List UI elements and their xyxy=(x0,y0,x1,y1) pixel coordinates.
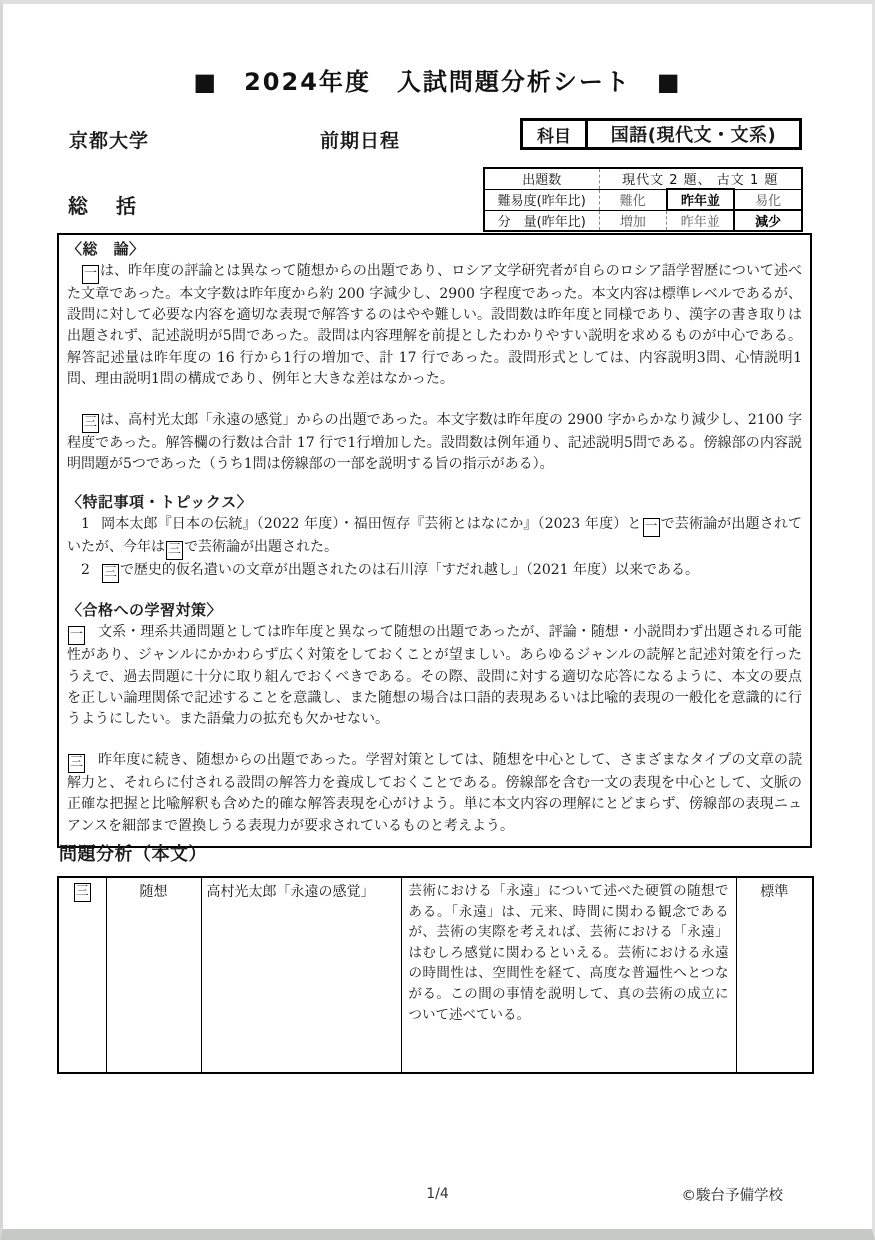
subject-value: 国語(現代文・文系) xyxy=(610,125,777,146)
question-number-box: 三 xyxy=(68,754,85,773)
question-number-box: 三 xyxy=(74,883,91,902)
page-number: 1/4 xyxy=(426,1186,449,1202)
difficulty-option-harder: 難化 xyxy=(599,189,667,210)
topics-item-1-number: 1 xyxy=(81,516,90,533)
study-strategy-paragraph-2-text: 昨年度に続き、随想からの出題であった。学習対策としては、随想を中心として、さまざまなタイプの文章の読解力と、それらに付される設問の解答力を養成しておくことである。傍線部を含む一文の表現を中心として、文脈の正確な把握と比喩解釈も含めた的確な解答表現を心がけよう。単に本文内容の理解にとどまらず、傍線部の表現ニュアンスを細部まで置換しうる表現力が要求されているものと考えよう。 xyxy=(67,752,802,834)
volume-label: 分 量(昨年比) xyxy=(484,210,599,231)
general-remarks-heading: 〈総 論〉 xyxy=(67,240,145,258)
copyright-notice: ©駿台予備学校 xyxy=(681,1188,783,1204)
difficulty-option-easier: 易化 xyxy=(734,189,802,210)
question-count-row xyxy=(484,168,802,189)
general-remarks-paragraph-2-text: は、高村光太郎「永遠の感覚」からの出題であった。本文字数は昨年度の 2900 字からかなり減少し、2100 字程度であった。解答欄の行数は合計 17 行で1行増加した。設問数は例年通り、記述説明5問である。傍線部の内容説明問題が5つであった（うち1問は傍線部の一部を説明する旨の指示がある）。 xyxy=(67,412,802,473)
question-number-box: 三 xyxy=(166,541,183,560)
question-analysis-heading: 問題分析（本文） xyxy=(59,844,207,865)
volume-option-increase: 増加 xyxy=(599,210,667,231)
difficulty-option-same-selected: 昨年並 xyxy=(667,189,735,210)
general-remarks-paragraph-2 xyxy=(67,410,802,475)
analysis-source-cell: 高村光太郎「永遠の感覚」 xyxy=(201,877,401,1073)
study-strategy-paragraph-1-text: 文系・理系共通問題としては昨年度と異なって随想の出題であったが、評論・随想・小説問わず出題される可能性があり、ジャンルにかかわらず広く対策をしておくことが望ましい。あらゆるジャンルの読解と記述対策を行ったうえで、過去問題に十分に取り組んでおくべきである。その際、設問に対する適切な応答になるように、本文の要点を正しい論理関係で記述することを意識し、また随想の場合は口語的表現あるいは比喩的表現の一般化を意識的に行うようにしたい。また語彙力の拡充も欠かせない。 xyxy=(67,624,802,728)
topics-item-1-text-c: で芸術論が出題された。 xyxy=(184,539,339,556)
subject-label: 科目 xyxy=(523,121,588,147)
sheet-title: ■ 2024年度 入試問題分析シート ■ xyxy=(193,68,682,96)
difficulty-row xyxy=(484,189,802,210)
topics-heading: 〈特記事項・トピックス〉 xyxy=(67,493,253,512)
analysis-question-number-cell xyxy=(58,877,106,1073)
university-name: 京都大学 xyxy=(69,130,150,152)
topics-item-2 xyxy=(67,560,802,583)
difficulty-label: 難易度(昨年比) xyxy=(484,189,599,210)
topics-item-1-text-a: 岡本太郎『日本の伝統』（2022 年度）・福田恆存『芸術とはなにか』（2023 年度）と xyxy=(100,516,642,533)
analysis-difficulty-cell: 標準 xyxy=(736,877,813,1073)
analysis-genre-cell: 随想 xyxy=(106,877,201,1073)
summary-section-label: 総 括 xyxy=(68,194,140,218)
question-number-box: 一 xyxy=(82,265,99,284)
volume-row xyxy=(484,210,802,231)
topics-item-1-text-b: で芸術論が出題されていたが、今年は xyxy=(67,516,803,556)
question-number-box: 一 xyxy=(68,626,85,645)
question-analysis-table xyxy=(57,876,814,1074)
question-number-box: 三 xyxy=(102,564,119,583)
topics-item-2-number: 2 xyxy=(81,562,90,579)
exam-schedule: 前期日程 xyxy=(320,130,401,152)
analysis-row xyxy=(58,877,813,1073)
study-strategy-paragraph-2 xyxy=(67,750,802,837)
study-strategy-paragraph-1 xyxy=(67,622,802,730)
question-number-box: 三 xyxy=(82,414,99,433)
subject-box xyxy=(520,118,802,150)
analysis-description-cell: 芸術における「永遠」について述べた硬質の随想である。「永遠」は、元来、時間に関わる観念であるが、芸術の実際を考えれば、芸術における「永遠」はむしろ感覚に関わるといえる。芸術における永遠の時間性は、空間性を経て、高度な普遍性へとつながる。この間の事情を説明して、真の芸術の成立について述べている。 xyxy=(401,877,736,1073)
topics-item-1 xyxy=(67,514,802,560)
question-info-table xyxy=(483,167,803,232)
question-number-box: 一 xyxy=(643,518,660,537)
question-count-label: 出題数 xyxy=(484,168,599,189)
volume-option-same: 昨年並 xyxy=(667,210,735,231)
topics-item-2-text: で歴史的仮名遣いの文章が出題されたのは石川淳「すだれ越し」（2021 年度）以来である。 xyxy=(119,562,700,579)
summary-box xyxy=(57,233,812,848)
study-strategy-heading: 〈合格への学習対策〉 xyxy=(67,601,223,620)
general-remarks-paragraph-1 xyxy=(67,261,802,390)
volume-option-decrease-selected: 減少 xyxy=(734,210,802,231)
question-count-value: 現代文 2 題、 古文 1 題 xyxy=(599,168,802,189)
general-remarks-paragraph-1-text: は、昨年度の評論とは異なって随想からの出題であり、ロシア文学研究者が自らのロシア語学習歴について述べた文章であった。本文字数は昨年度から約 200 字減少し、2900 字程度であった。本文内容は標準レベルであるが、設問に対して必要な内容を適切な表現で解答するのはやや難しい。設問数は昨年度と同様であり、漢字の書き取りは出題されず、記述説明が5問であった。設問は内容理解を前提としたわかりやすい説明を求めるものが中心である。解答記述量は昨年度の 16 行から1行の増加で、計 17 行であった。設問形式としては、内容説明3問、心情説明1問、理由説明1問の構成であり、例年と大きな差はなかった。 xyxy=(67,263,802,387)
